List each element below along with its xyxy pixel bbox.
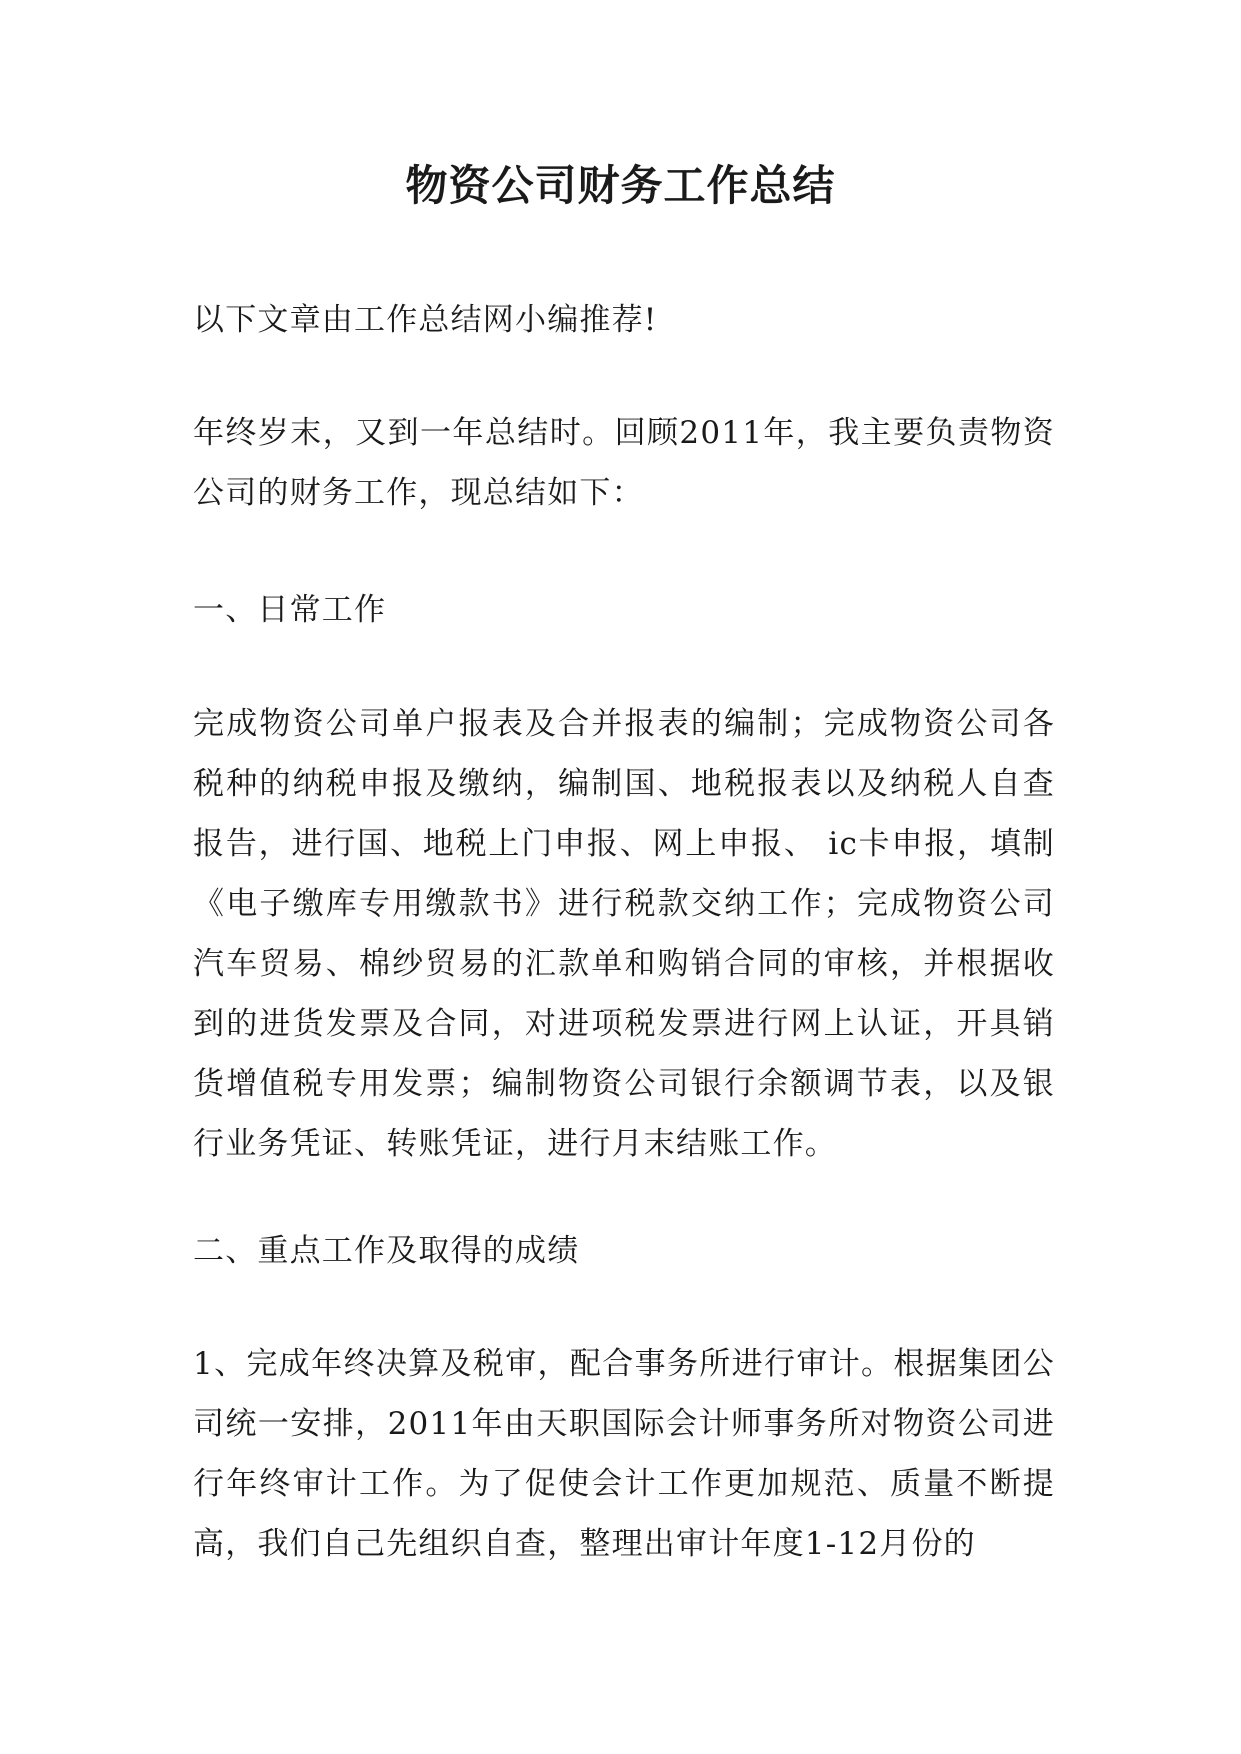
section-heading-daily-work: 一、日常工作 (193, 592, 387, 628)
daily-work-paragraph: 完成物资公司单户报表及合并报表的编制；完成物资公司各税种的纳税申报及缴纳，编制国、地税报表以及纳税人自查报告，进行国、地税上门申报、网上申报、 ic卡申报，填制《电子缴库专用缴款书》进行税款交纳工作；完成物资公司汽车贸易、棉纱贸易的汇款单和购销合同的审核，并根据收到的进货发票及合同，对进项税发票进行网上认证，开具销货增值税专用发票；编制物资公司银行余额调节表，以及银行业务凭证、转账凭证，进行月末结账工作。 (193, 706, 1055, 1162)
key-work-item-1: 1、完成年终决算及税审，配合事务所进行审计。根据集团公司统一安排，2011年由天职国际会计师事务所对物资公司进行年终审计工作。为了促使会计工作更加规范、质量不断提高，我们自己先组织自查，整理出审计年度1-12月份的 (193, 1346, 1055, 1562)
section-heading-key-work: 二、重点工作及取得的成绩 (193, 1233, 580, 1269)
opening-paragraph: 年终岁末，又到一年总结时。回顾2011年，我主要负责物资公司的财务工作，现总结如下： (193, 415, 1055, 511)
document-title: 物资公司财务工作总结 (405, 161, 836, 210)
intro-paragraph: 以下文章由工作总结网小编推荐! (193, 302, 658, 338)
